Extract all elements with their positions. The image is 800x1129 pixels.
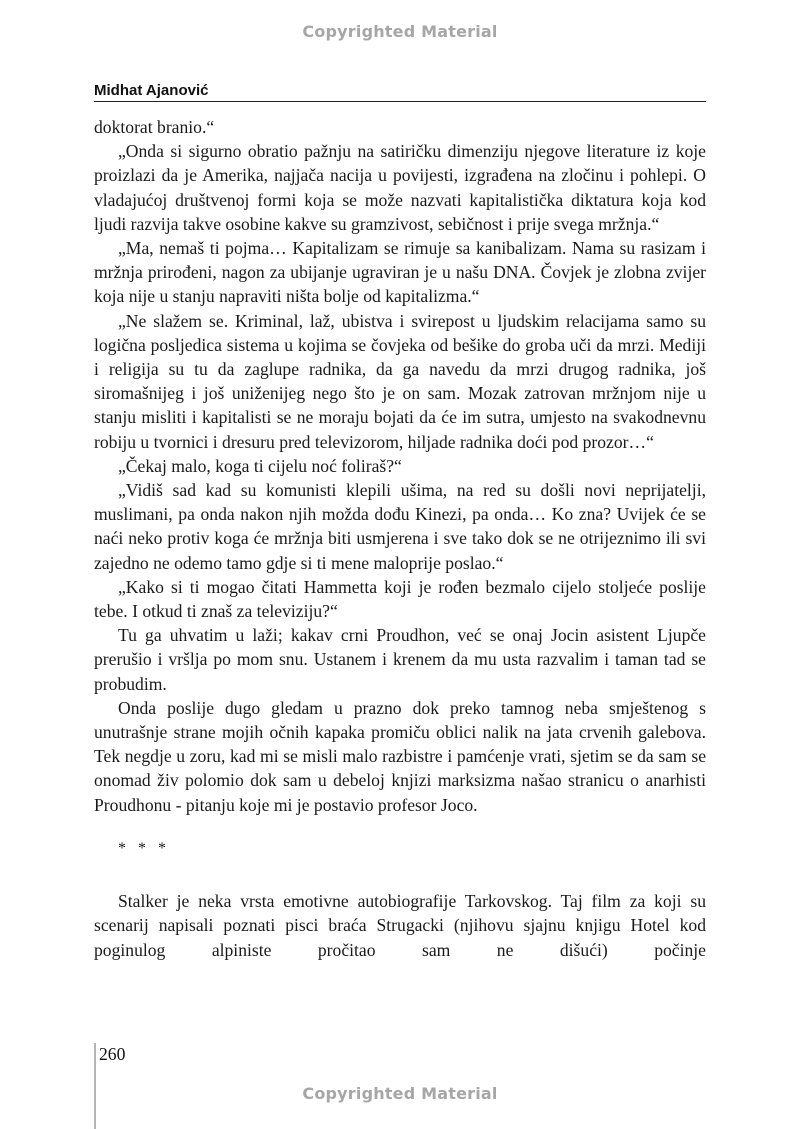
watermark-bottom: Copyrighted Material [302,1084,498,1103]
closing-paragraph: Stalker je neka vrsta emotivne autobiografije Tarkovskog. Taj film za koji su scenarij napisali poznati pisci braća Strugacki (njihovu sjajnu knjigu Hotel kod poginulog alpiniste pročitao sam ne dišući) počinje [94,891,706,960]
paragraph-5: „Čekaj malo, koga ti cijelu noć foliraš?“ [118,455,402,476]
running-head-author: Midhat Ajanović [94,82,706,102]
section-break: * * * [118,839,170,857]
body-text [94,115,706,962]
paragraph-4: „Ne slažem se. Kriminal, laž, ubistva i svirepost u ljudskim relacijama samo su logična posljedica sistema u kojima se čovjeka od bešike do groba uči da mrzi. Mediji i religija su tu da zaglupe radnika, da ga navedu da mrzi drugog radnika, još siromašnijeg i još uniženijeg nego što je on sam. Mozak zatrovan mržnjom nije u stanju misliti i kapitalisti se ne moraju bojati da će im sutra, umjesto na svakodnevnu robiju u tvornici i dresuru pred televizorom, hiljade radnika doći pod prozor…“ [94,310,706,452]
watermark-top: Copyrighted Material [302,22,498,41]
paragraph-3: „Ma, nemaš ti pojma… Kapitalizam se rimuje sa kanibalizam. Nama su rasizam i mržnja prirođeni, nagon za ubijanje ugraviran je u našu DNA. Čovjek je zlobna zvijer koja nije u stanju napraviti ništa bolje od kapitalizma.“ [94,238,706,307]
paragraph-9: Onda poslije dugo gledam u prazno dok preko tamnog neba smještenog s unutrašnje strane mojih očnih kapaka promiču oblici nalik na jata crvenih galebova. Tek negdje u zoru, kad mi se misli malo razbistre i pamćenje vrati, sjetim se da sam se onomad živ polomio dok sam u debeloj knjizi marksizma našao stranicu o anarhisti Proudhonu - pitanju koje mi je postavio profesor Joco. [94,697,706,815]
paragraph-1: doktorat branio.“ [94,117,215,137]
page-number: 260 [99,1044,126,1064]
paragraph-7: „Kako si ti mogao čitati Hammetta koji je rođen bezmalo cijelo stoljeće poslije tebe. I otkud ti znaš za televiziju?“ [94,576,706,622]
paragraph-2: „Onda si sigurno obratio pažnju na satiričku dimenziju njegove literature iz koje proizlazi da je Amerika, najjača nacija u povijesti, izgrađena na zločinu i pohlepi. O vladajućoj društvenoj formi koja se može nazvati kapitalistička diktatura koja kod ljudi razvija takve osobine kakve su gramzivost, sebičnost i prije svega mržnja.“ [94,141,706,234]
paragraph-8: Tu ga uhvatim u laži; kakav crni Proudhon, već se onaj Jocin asistent Ljupče prerušio i vršlja po mom snu. Ustanem i krenem da mu usta razvalim i taman tad se probudim. [94,625,706,694]
paragraph-6: „Vidiš sad kad su komunisti klepili ušima, na red su došli novi neprijatelji, muslimani, pa onda nakon njih možda dođu Kinezi, pa onda… Ko zna? Uvijek će se naći neko protiv koga će mržnja biti usmjerena i sve tako dok se ne otrijeznimo ili svi zajedno ne odemo tamo gdje si ti mene maloprije poslao.“ [94,480,706,573]
